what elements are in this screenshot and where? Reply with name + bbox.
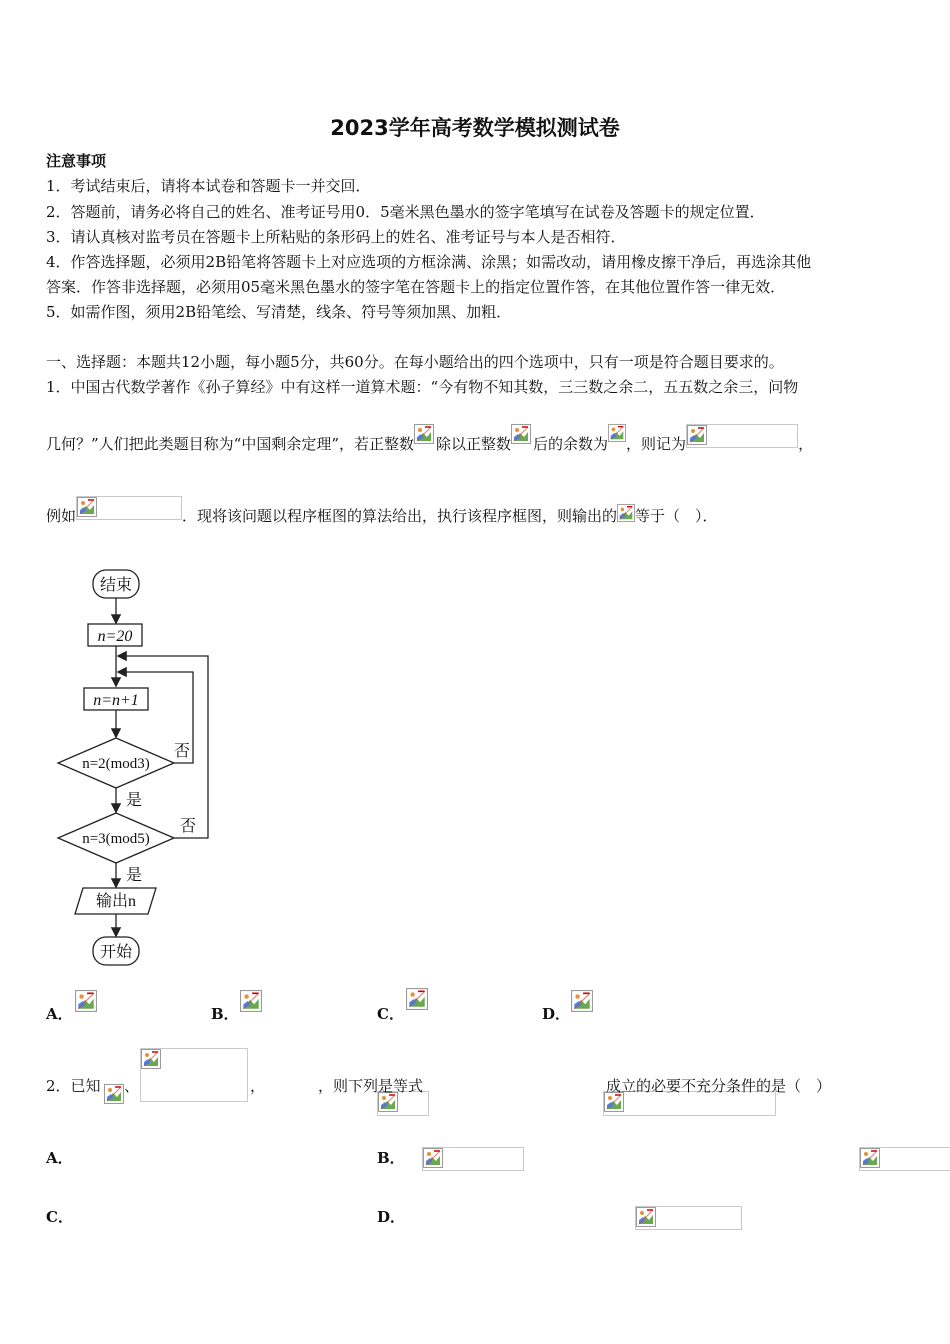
q2-middle: ，则下列是等式 [318,1077,424,1095]
q2-option-d[interactable] [377,1206,405,1227]
notice-item-1: 1．考试结束后，请将本试卷和答题卡一并交回． [46,177,371,195]
formula-image-icon [104,1084,124,1104]
formula-image-icon [617,504,635,522]
section-heading: 一、选择题：本题共12小题，每小题5分，共60分。在每小题给出的四个选项中，只有一项是符合题目要求的。 [46,353,784,371]
notice-item-5: 5．如需作图，须用2B铅笔绘、写清楚，线条、符号等须加黑、加粗． [46,303,512,321]
option-image-box [635,1206,742,1230]
notice-heading: 注意事项 [46,152,107,170]
option-label: C． [377,1005,404,1023]
flow-no2-label: 否 [179,818,197,835]
flow-yes1-label: 是 [125,792,143,809]
q2-suffix: 成立的必要不充分条件的是（ ） [606,1077,832,1095]
q1-text-a: 几何？”人们把此类题目称为“中国剩余定理”，若正整数 [46,435,415,453]
q1-text-d: ，则记为 [626,435,687,453]
q1-text-b: 除以正整数 [436,435,512,453]
option-label: B． [211,1005,239,1023]
flow-cond2-label: n=3(mod5) [82,831,150,847]
option-label: C． [46,1208,73,1226]
option-label: D． [542,1005,571,1023]
flow-step-label: n=n+1 [93,692,139,709]
notice-item-4-cont: 答案．作答非选择题，必须用05毫米黑色墨水的签字笔在答题卡上的指定位置作答，在其他位置作答一律无效． [46,278,786,296]
flow-yes2-label: 是 [125,867,143,884]
option-image-icon [240,990,262,1012]
q1-option-c[interactable] [377,1003,404,1024]
q1-text-g: ．现将该问题以程序框图的算法给出，执行该程序框图，则输出的 [182,507,618,525]
q1-text-f: 例如 [46,507,77,525]
notice-item-4: 4．作答选择题，必须用2B铅笔将答题卡上对应选项的方框涂满、涂黑；如需改动，请用橡皮擦干净后，再选涂其他 [46,253,812,271]
formula-image-icon [511,424,533,446]
q2-comma: ， [250,1077,266,1095]
notice-item-2: 2．答题前，请务必将自己的姓名、准考证号用0．5毫米黑色墨水的签字笔填写在试卷及答题卡的规定位置． [46,203,765,221]
q1-text-e: ， [798,435,814,453]
q2-option-b[interactable] [377,1147,405,1168]
q2-prefix: 2．已知 [46,1077,101,1095]
q1-option-b[interactable] [211,1003,239,1024]
page-title: 2023学年高考数学模拟测试卷 [330,116,620,140]
q2-option-a[interactable] [46,1147,73,1168]
flow-no1-label: 否 [173,743,191,760]
q1-line-1: 1．中国古代数学著作《孙子算经》中有这样一道算术题：“今有物不知其数，三三数之余二，五五数之余三，问物 [46,378,799,396]
q1-line-3 [46,496,718,536]
q1-text-c: 后的余数为 [533,435,609,453]
option-label: D． [377,1208,406,1226]
flow-start-label: 结束 [99,577,133,594]
option-label: B． [377,1149,405,1167]
flow-cond1-label: n=2(mod3) [82,756,150,772]
option-image-icon [406,988,428,1010]
option-image-icon [571,990,593,1012]
q1-option-d[interactable] [542,1003,570,1024]
flowchart [50,560,230,970]
option-label: A． [46,1005,73,1023]
formula-image-icon [608,424,626,442]
flow-init-label: n=20 [97,628,133,645]
formula-image-box [76,496,182,520]
q1-line-2 [46,424,813,464]
formula-image-box [686,424,798,448]
q2-separator: 、 [124,1077,140,1095]
flow-output-label: 输出n [95,893,137,910]
option-image-box [422,1147,524,1171]
formula-image-box [140,1048,248,1102]
notice-item-3: 3．请认真核对监考员在答题卡上所粘贴的条形码上的姓名、准考证号与本人是否相符． [46,228,626,246]
q1-option-a[interactable] [46,1003,73,1024]
option-label: A． [46,1149,73,1167]
formula-image-icon [414,424,436,446]
q2-option-c[interactable] [46,1206,73,1227]
option-image-box [859,1147,950,1171]
q1-text-h: 等于（ ）． [635,507,718,525]
option-image-icon [75,990,97,1012]
flow-end-label: 开始 [99,944,133,961]
